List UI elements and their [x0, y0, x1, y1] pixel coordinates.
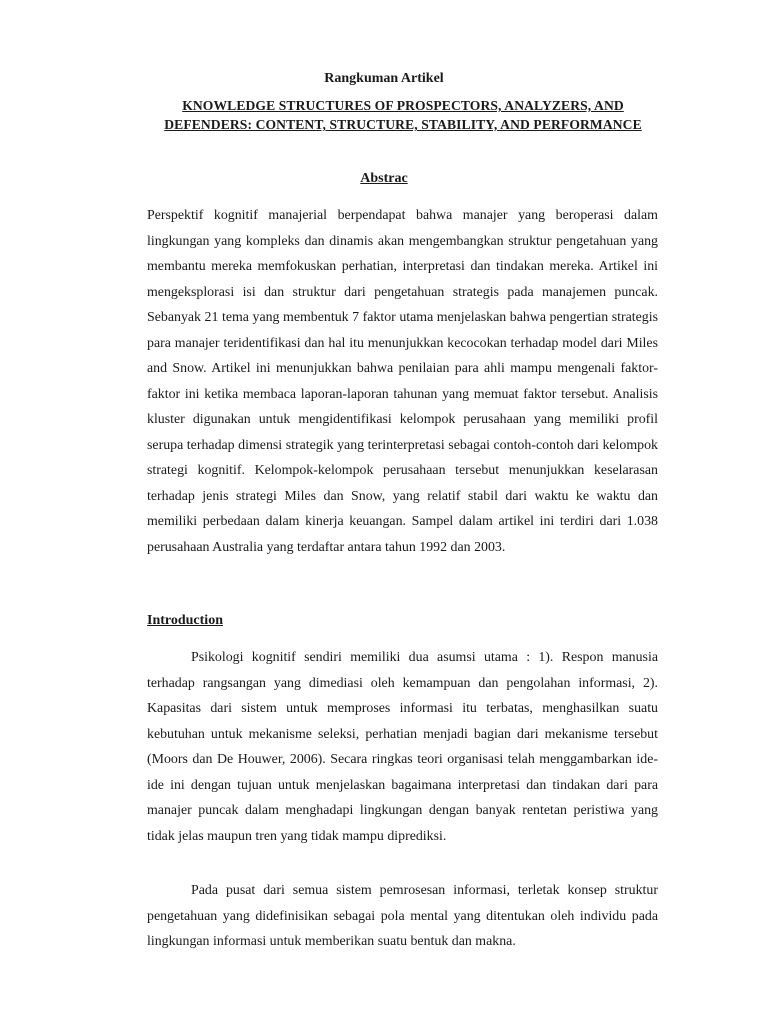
introduction-paragraph-1: Psikologi kognitif sendiri memiliki dua asumsi utama : 1). Respon manusia terhadap rangsangan yang dimediasi oleh kemampuan dan pengolahan informasi, 2). Kapasitas dari sistem untuk memproses informasi itu terbatas, menghasilkan suatu kebutuhan untuk mekanisme seleksi, perhatian menjadi bagian dari mekanisme tersebut (Moors dan De Houwer, 2006). Secara ringkas teori organisasi telah menggambarkan ide-ide ini dengan tujuan untuk menjelaskan bagaimana interpretasi dan tindakan dari para manajer puncak dalam menghadapi lingkungan dengan banyak rentetan peristiwa yang tidak jelas maupun tren yang tidak mampu diprediksi.	[147, 650, 658, 844]
document-label: Rangkuman Artikel	[324, 71, 444, 86]
abstract-heading: Abstrac	[360, 171, 408, 186]
introduction-paragraph-2: Pada pusat dari semua sistem pemrosesan informasi, terletak konsep struktur pengetahuan yang didefinisikan sebagai pola mental yang ditentukan oleh individu pada lingkungan informasi untuk memberikan suatu bentuk dan makna.	[147, 883, 658, 949]
abstract-paragraph: Perspektif kognitif manajerial berpendapat bahwa manajer yang beroperasi dalam lingkungan yang kompleks dan dinamis akan mengembangkan struktur pengetahuan yang membantu mereka memfokuskan perhatian, interpretasi dan tindakan mereka. Artikel ini mengeksplorasi isi dan struktur dari pengetahuan strategis pada manajemen puncak. Sebanyak 21 tema yang membentuk 7 faktor utama menjelaskan bahwa pengertian strategis para manajer teridentifikasi dan hal itu menunjukkan kecocokan terhadap model dari Miles and Snow. Artikel ini menunjukkan bahwa penilaian para ahli mampu mengenali faktor-faktor ini ketika membaca laporan-laporan tahunan yang memuat faktor tersebut. Analisis kluster digunakan untuk mengidentifikasi kelompok perusahaan yang memiliki profil serupa terhadap dimensi strategik yang terinterpretasi sebagai contoh-contoh dari kelompok strategi kognitif. Kelompok-kelompok perusahaan tersebut menunjukkan keselarasan terhadap jenis strategi Miles dan Snow, yang relatif stabil dari waktu ke waktu dan memiliki perbedaan dalam kinerja keuangan. Sampel dalam artikel ini terdiri dari 1.038 perusahaan Australia yang terdaftar antara tahun 1992 dan 2003.	[147, 208, 658, 555]
article-title: KNOWLEDGE STRUCTURES OF PROSPECTORS, ANALYZERS, AND DEFENDERS: CONTENT, STRUCTURE, STABILITY, AND PERFORMANCE	[164, 98, 642, 132]
introduction-heading: Introduction	[147, 613, 223, 628]
